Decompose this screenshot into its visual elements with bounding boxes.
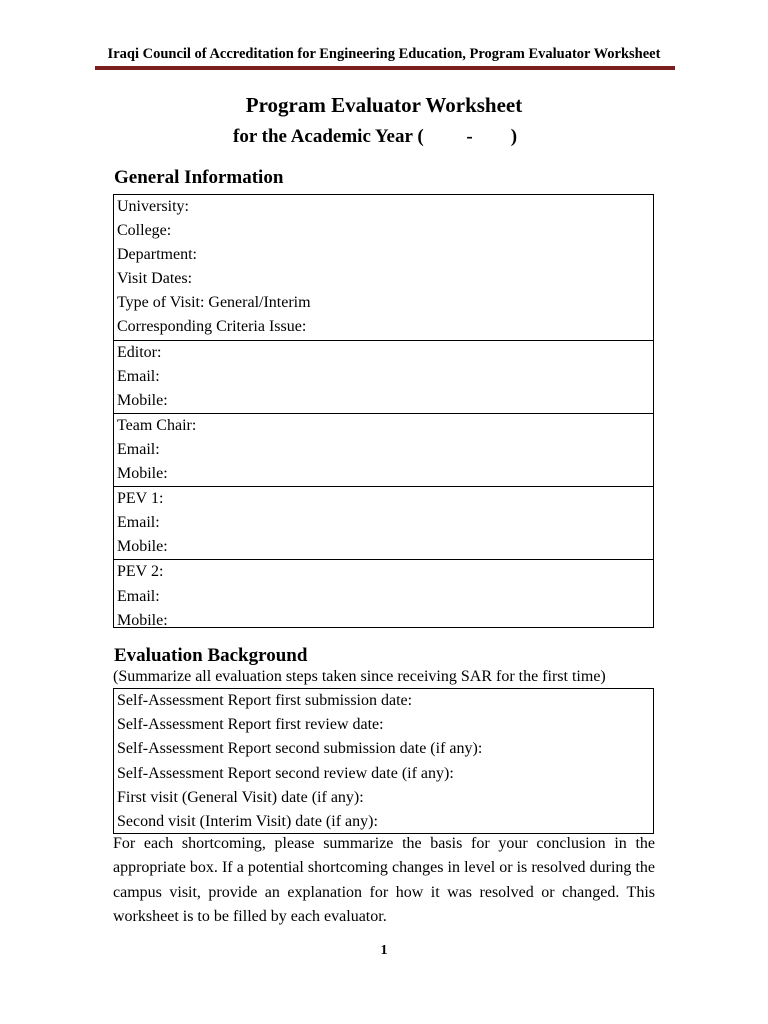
editor-field: Editor: [117, 343, 162, 361]
sar-first-review-field: Self-Assessment Report first review date: [117, 716, 384, 734]
second-visit-field: Second visit (Interim Visit) date (if any): [117, 812, 378, 830]
page-subtitle: for the Academic Year ( - ) [233, 126, 518, 147]
team-chair-email-field: Email: [117, 440, 160, 458]
sar-first-submission-field: Self-Assessment Report first submission date: [117, 692, 413, 709]
general-information-heading: General Information [114, 167, 284, 188]
pev2-email-field: Email: [117, 587, 160, 605]
editor-mobile-field: Mobile: [117, 391, 168, 409]
university-group [114, 195, 653, 340]
department-field: Department: [117, 246, 197, 264]
team-chair-mobile-field: Mobile: [117, 465, 168, 483]
team-chair-field: Team Chair: [117, 416, 197, 434]
sar-second-submission-field: Self-Assessment Report second submission date (if any): [117, 740, 483, 758]
page-title: Program Evaluator Worksheet [245, 93, 523, 117]
editor-email-field: Email: [117, 367, 160, 385]
pev2-group [114, 559, 653, 632]
page-number: 1 [380, 943, 388, 958]
pev1-group [114, 486, 653, 559]
visit-dates-field: Visit Dates: [117, 270, 193, 288]
university-field: University: [117, 198, 189, 215]
first-visit-field: First visit (General Visit) date (if any): [117, 788, 364, 806]
header-rule [95, 66, 675, 70]
team-chair-group [114, 413, 653, 486]
college-field: College: [117, 222, 172, 240]
pev1-field: PEV 1: [117, 490, 164, 508]
evaluation-background-heading: Evaluation Background [114, 645, 308, 666]
pev2-mobile-field: Mobile: [117, 611, 168, 629]
instructions-paragraph: For each shortcoming, please summarize the basis for your conclusion in the appropriate box. If a potential shortcoming changes in level or is resolved during the campus visit, provide an explanation for how it was resolved or changed. This worksheet is to be filled by each evaluator. [113, 835, 655, 925]
pev2-field: PEV 2: [117, 563, 164, 581]
evaluation-background-note: (Summarize all evaluation steps taken since receiving SAR for the first time) [113, 668, 606, 685]
running-header: Iraqi Council of Accreditation for Engineering Education, Program Evaluator Worksheet [107, 46, 661, 62]
visit-type-field: Type of Visit: General/Interim [117, 294, 311, 312]
sar-second-review-field: Self-Assessment Report second review date (if any): [117, 764, 454, 782]
pev1-mobile-field: Mobile: [117, 538, 168, 556]
criteria-issue-field: Corresponding Criteria Issue: [117, 318, 307, 336]
editor-group [114, 340, 653, 413]
general-information-table [113, 194, 654, 628]
evaluation-background-table [113, 688, 654, 834]
pev1-email-field: Email: [117, 514, 160, 532]
